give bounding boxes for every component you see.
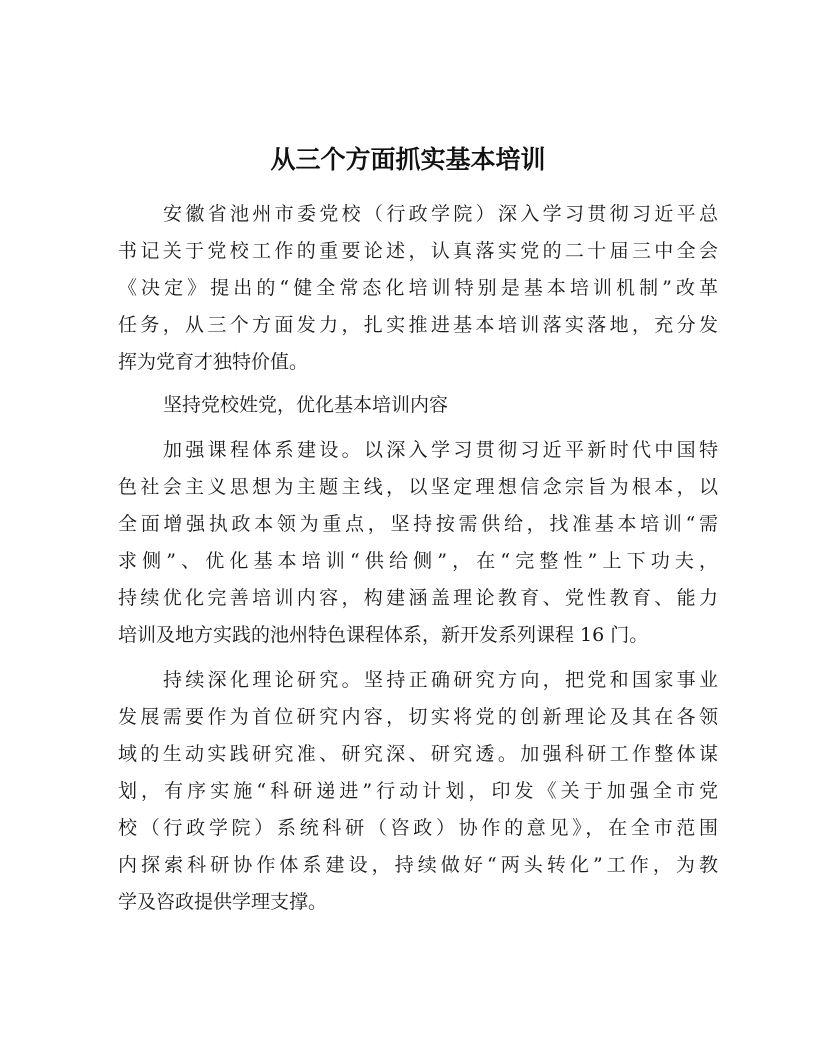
paragraph-intro: [118, 196, 718, 381]
paragraph-line: 学及咨政提供学理支撑。: [118, 891, 328, 913]
paragraph-line: 全面增强执政本领为重点，坚持按需供给，找准基本培训“需: [118, 513, 718, 535]
paragraph-line: 培训及地方实践的池州特色课程体系，新开发系列课程 16 门。: [118, 624, 649, 646]
paragraph-line: 发展需要作为首位研究内容，切实将党的创新理论及其在各领: [118, 706, 718, 728]
paragraph-research: [118, 662, 718, 921]
paragraph-line: 挥为党育才独特价值。: [118, 351, 309, 373]
paragraph-line: 色社会主义思想为主题主线，以坚定理想信念宗旨为根本，以: [118, 476, 718, 498]
paragraph-line: 《决定》提出的“健全常态化培训特别是基本培训机制”改革: [118, 277, 718, 299]
paragraph-line: 求侧”、优化基本培训“供给侧”，在“完整性”上下功夫，: [118, 550, 718, 572]
document-title: 从三个方面抓实基本培训: [270, 145, 546, 174]
paragraph-line: 持续优化完善培训内容，构建涵盖理论教育、党性教育、能力: [118, 587, 718, 609]
paragraph-line: 书记关于党校工作的重要论述，认真落实党的二十届三中全会: [118, 240, 718, 262]
section-heading: [118, 387, 718, 424]
paragraph-line: 校（行政学院）系统科研（咨政）协作的意见》，在全市范围: [118, 817, 718, 839]
paragraph-line: 安徽省池州市委党校（行政学院）深入学习贯彻习近平总: [163, 203, 718, 225]
paragraph-line: 持续深化理论研究。坚持正确研究方向，把党和国家事业: [163, 669, 718, 691]
paragraph-line: 内探索科研协作体系建设，持续做好“两头转化”工作，为教: [118, 854, 718, 876]
paragraph-line: 加强课程体系建设。以深入学习贯彻习近平新时代中国特: [163, 439, 718, 461]
paragraph-line: 划，有序实施“科研递进”行动计划，印发《关于加强全市党: [118, 780, 718, 802]
paragraph-line: 域的生动实践研究准、研究深、研究透。加强科研工作整体谋: [118, 743, 718, 765]
paragraph-curriculum: [118, 432, 718, 654]
section-heading-text: 坚持党校姓党，优化基本培训内容: [163, 394, 449, 416]
paragraph-line: 任务，从三个方面发力，扎实推进基本培训落实落地，充分发: [118, 314, 718, 336]
